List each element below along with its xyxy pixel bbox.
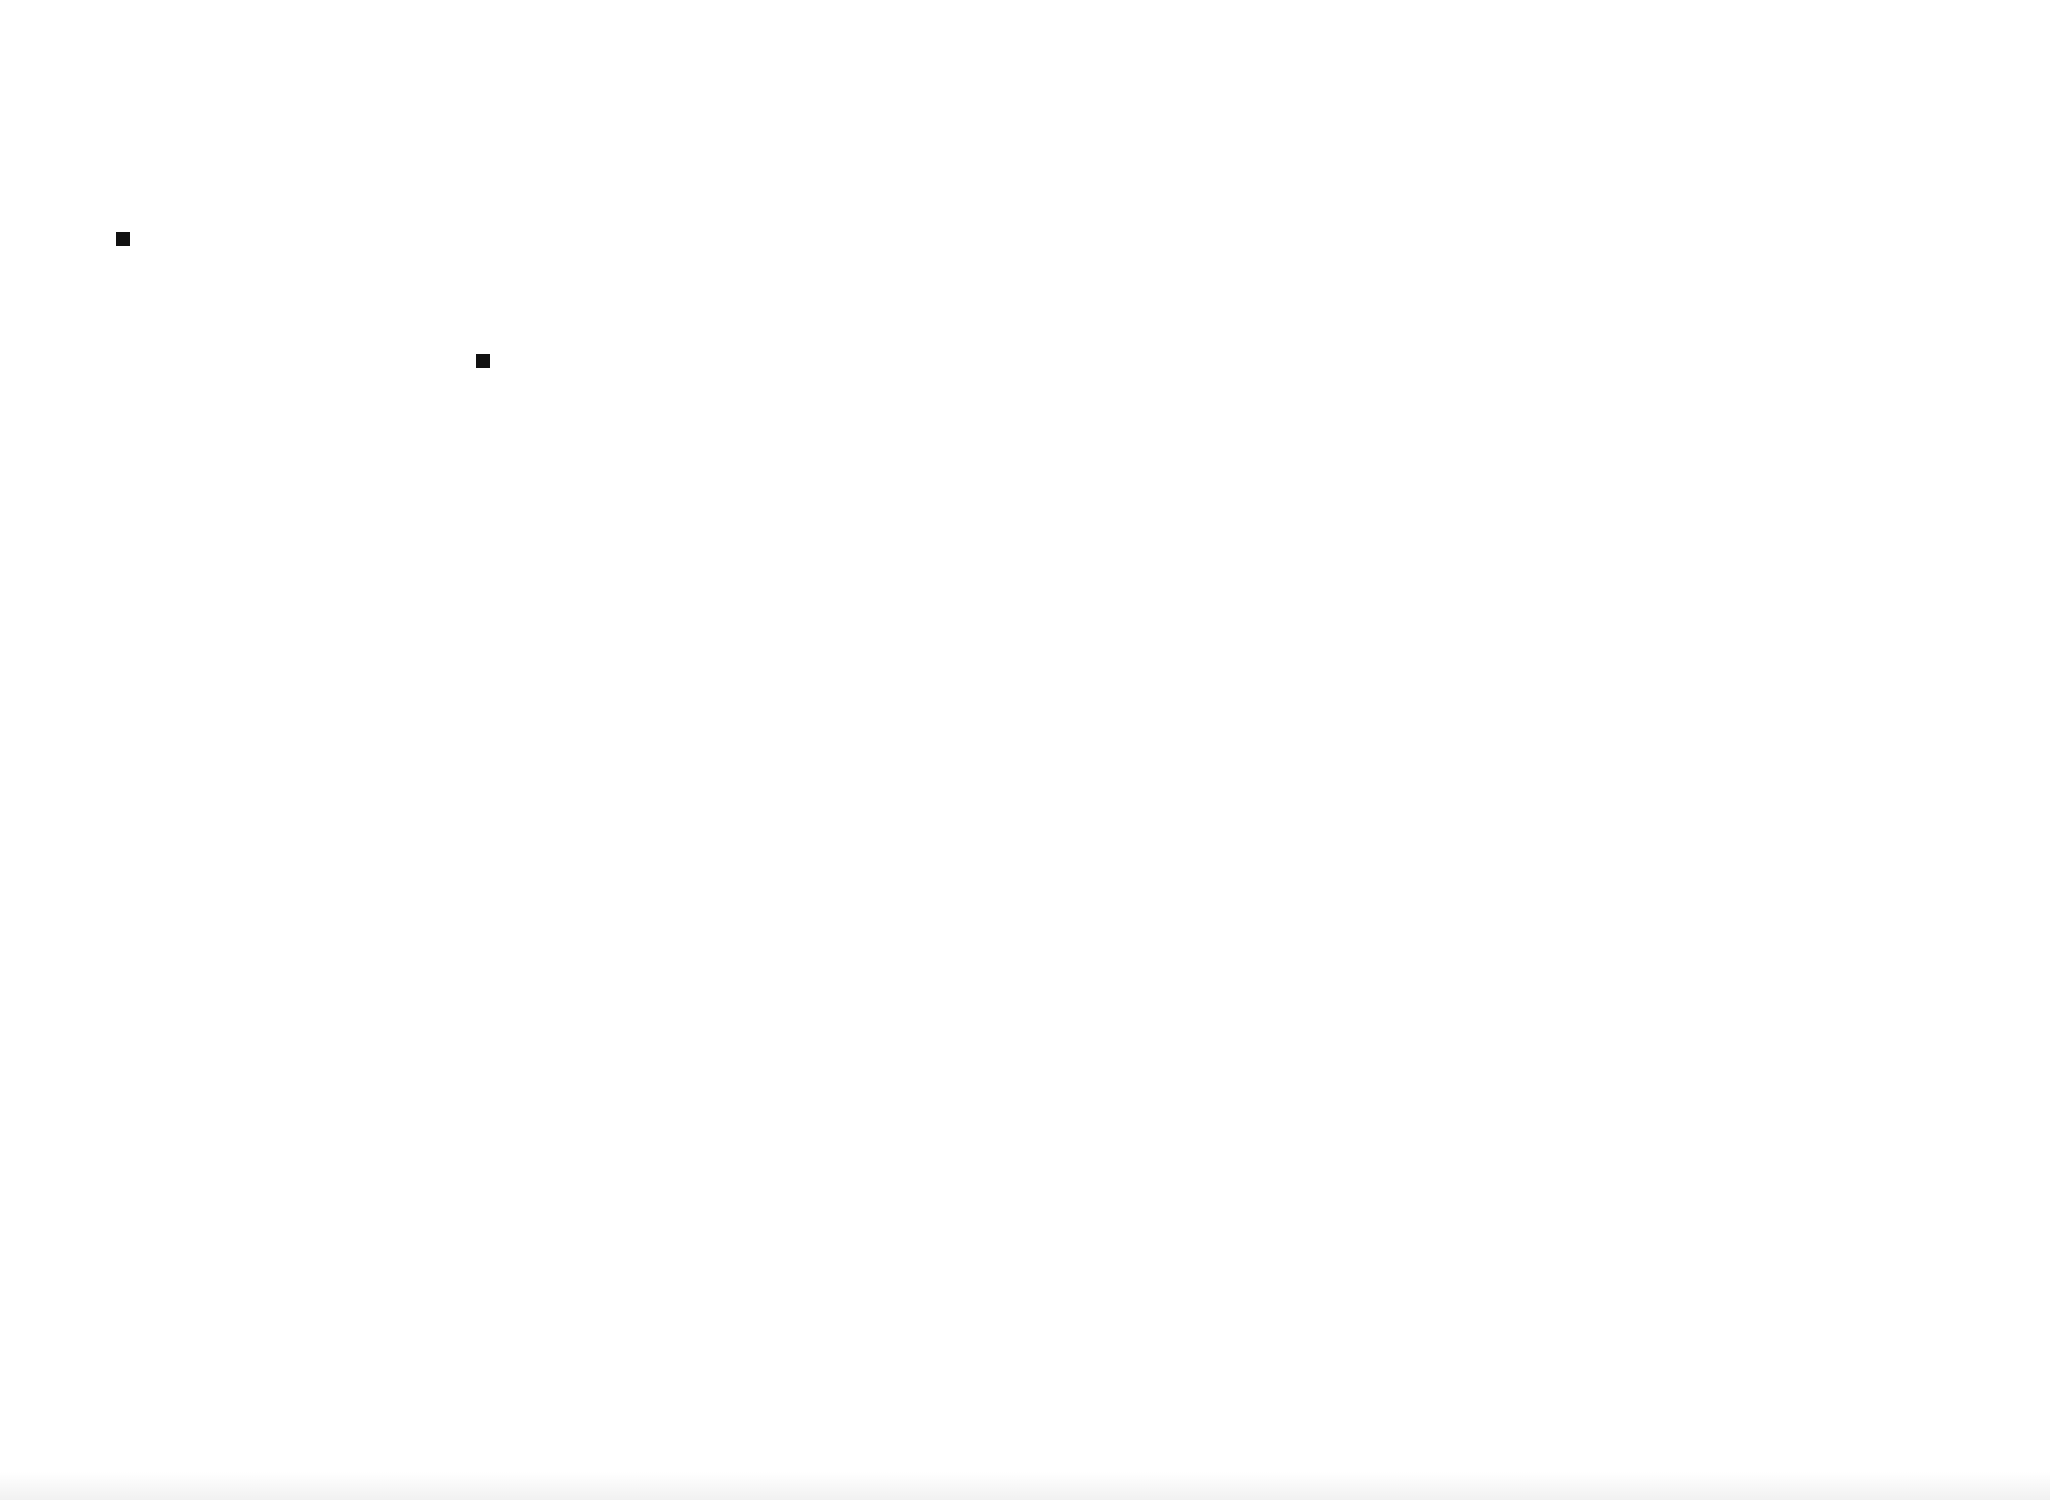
rehearsal-mark-a [116, 232, 130, 246]
page-bottom-shadow [0, 1472, 2050, 1500]
rehearsal-mark-b [476, 354, 490, 368]
